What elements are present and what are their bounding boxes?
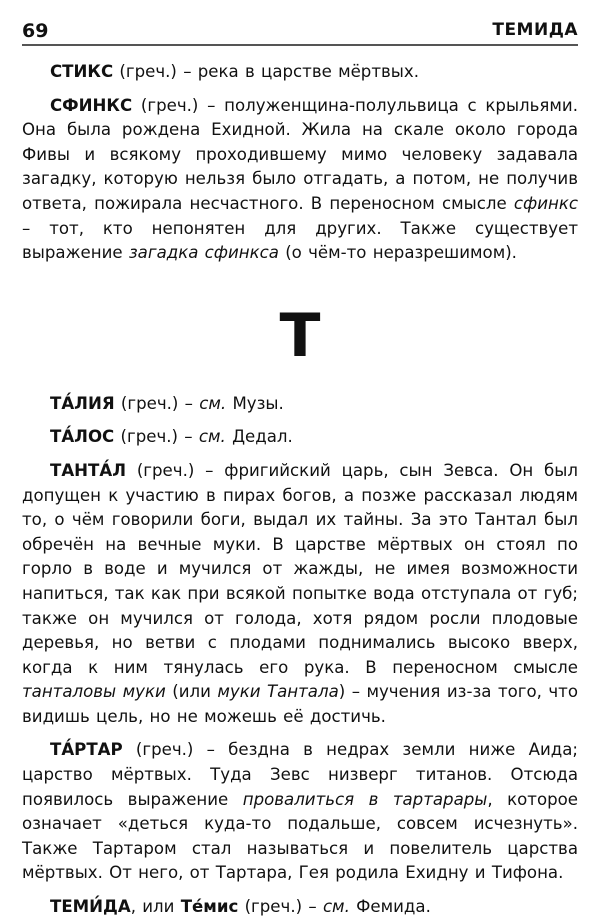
alt-headword: Те́мис (180, 897, 239, 917)
headword: ТА́РТАР (50, 740, 123, 760)
origin-label: (греч.) (136, 460, 195, 480)
italic-term: загадка сфинкса (128, 243, 279, 263)
entry-taliya (22, 392, 578, 417)
origin-label: (греч.) (119, 62, 177, 81)
definition: , которое означает «деться куда-то подальше, совсем исчезнуть». Также Тартаром стал называться и повелитель царства мёртвых. От него, от Тартара, Гея родила Ехидну и Тифона. (22, 789, 579, 883)
definition: Дедал. (225, 427, 293, 447)
origin-label: (греч.) (135, 740, 194, 760)
headword: СТИКС (50, 62, 114, 81)
headword: ТА́ЛИЯ (50, 393, 115, 413)
definition: – река в царстве мёртвых. (176, 62, 419, 81)
definition: – (302, 897, 323, 917)
italic-term: сфинкс (513, 193, 578, 213)
page-number: 69 (22, 20, 49, 42)
see-reference: см. (199, 393, 227, 413)
section-letter: Т (279, 300, 321, 371)
alt-connector: , или (130, 897, 181, 917)
italic-term: муки Тантала (217, 682, 339, 702)
headword: ТАНТА́Л (50, 460, 126, 480)
origin-label: (греч.) (120, 393, 179, 413)
origin-label: (греч.) (244, 897, 303, 917)
italic-term: танталовы муки (22, 682, 166, 702)
origin-label: (греч.) (120, 427, 179, 447)
see-reference: см. (322, 897, 350, 917)
definition: – бездна в недрах земли ниже Аида; царство мёртвых. Туда Зевс низверг титанов. Отсюда появилось выражение (22, 740, 578, 809)
origin-label: (греч.) (140, 95, 199, 115)
entry-stiks (22, 60, 578, 85)
definition: – полуженщина-полульвица с крыльями. Она была рождена Ехидной. Жила на скале около города Фивы и всякому проходившему мимо человеку задавала загадку, которую нельзя было отгадать, а потом, не получив ответа, пожирала несчастного. В переносном смысле (22, 95, 578, 213)
see-reference: см. (198, 427, 226, 447)
running-title: ТЕМИДА (492, 20, 578, 40)
entry-tantal (22, 459, 578, 730)
definition: – (178, 393, 200, 413)
entry-sfinks (22, 94, 578, 266)
italic-term: провалиться в тартарары (242, 789, 488, 809)
headword: ТА́ЛОС (50, 427, 115, 447)
definition: (о чём-то неразрешимом). (278, 243, 517, 263)
definition: (или (165, 682, 218, 702)
entry-temida (22, 895, 578, 920)
definition: Фемида. (349, 897, 431, 917)
definition: Музы. (226, 393, 284, 413)
definition: ) – мучения из-за того, что видишь цель, но не можешь её достичь. (22, 682, 578, 726)
entry-talos (22, 425, 578, 450)
definition: – (178, 427, 199, 447)
headword: ТЕМИ́ДА (50, 897, 131, 917)
running-header (22, 18, 578, 46)
headword: СФИНКС (50, 95, 133, 115)
definition: – тот, кто непонятен для других. Также существует выражение (22, 218, 578, 263)
entry-tartar (22, 738, 578, 886)
definition: – фригийский царь, сын Зевса. Он был допущен к участию в пирах богов, а позже рассказал людям то, о чём говорили боги, выдал их тайны. За это Тантал был обречён на вечные муки. В царстве мёртвых он стоял по горло в воде и мучился от жажды, не имея возможности напиться, так как при всякой попытке вода отступала от губ; также он мучился от голода, хотя рядом росли плодовые деревья, но ветви с плодами поднимались высоко вверх, когда к ним тянулась его рука. В переносном смысле (22, 460, 578, 677)
page-body (22, 60, 578, 920)
